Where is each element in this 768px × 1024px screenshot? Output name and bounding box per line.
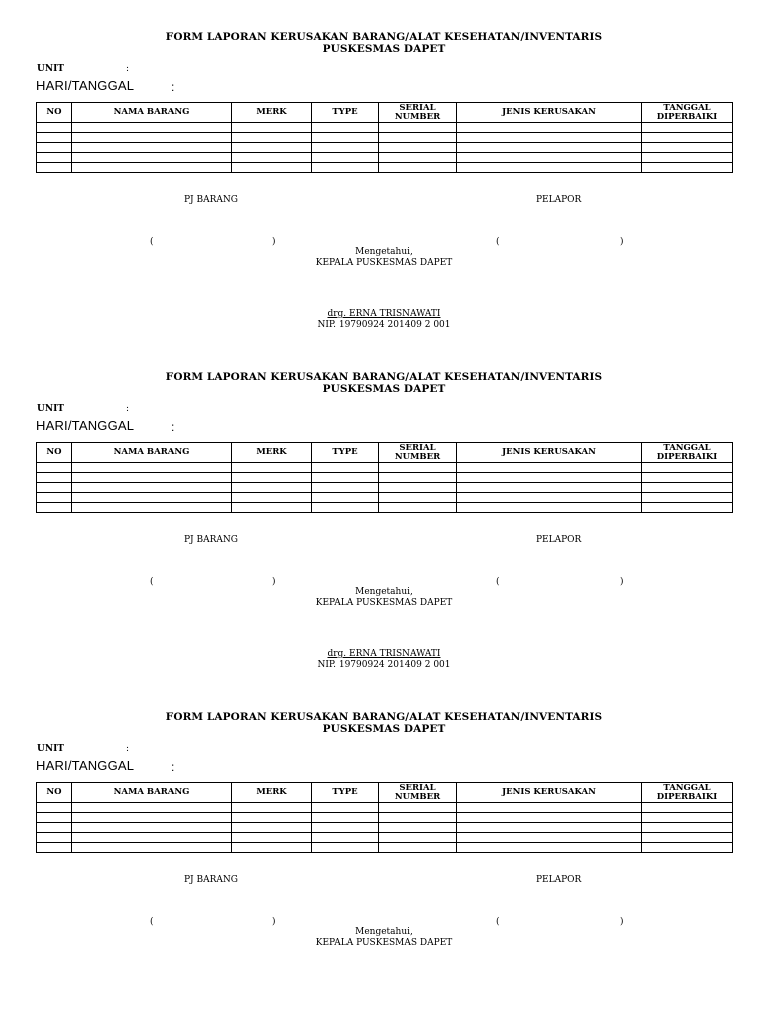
- date-colon: :: [171, 760, 175, 774]
- unit-colon: :: [126, 744, 130, 754]
- signature-paren-open: (: [496, 917, 500, 927]
- mengetahui-text: Mengetahui,: [355, 927, 413, 937]
- table-row: [37, 473, 733, 483]
- signature-paren-close: ): [620, 917, 624, 927]
- col-header-serial-number: SERIAL NUMBER: [379, 783, 457, 803]
- col-header-tanggal-diperbaiki: TANGGAL DIPERBAIKI: [642, 443, 733, 463]
- signature-paren-open: (: [150, 577, 154, 587]
- damage-report-form-3: [0, 680, 768, 1024]
- date-label: HARI/TANGGAL: [36, 78, 135, 93]
- col-header-type: TYPE: [312, 103, 379, 123]
- form-title: FORM LAPORAN KERUSAKAN BARANG/ALAT KESEHATAN/INVENTARIS: [165, 371, 603, 383]
- signature-paren-close: ): [272, 577, 276, 587]
- signature-paren-close: ): [272, 917, 276, 927]
- pelapor-label: PELAPOR: [536, 195, 582, 205]
- form-subtitle: PUSKESMAS DAPET: [322, 383, 446, 395]
- unit-label: UNIT: [37, 404, 64, 414]
- col-header-merk: MERK: [232, 783, 312, 803]
- table-header-row: [37, 783, 733, 803]
- signer-name: drg. ERNA TRISNAWATI: [327, 309, 441, 319]
- signer-nip: NIP. 19790924 201409 2 001: [317, 660, 451, 670]
- col-header-tanggal-diperbaiki: TANGGAL DIPERBAIKI: [642, 103, 733, 123]
- damage-table: [36, 442, 733, 513]
- signature-paren-open: (: [496, 237, 500, 247]
- date-colon: :: [171, 80, 175, 94]
- unit-label: UNIT: [37, 744, 64, 754]
- col-header-type: TYPE: [312, 783, 379, 803]
- unit-label: UNIT: [37, 64, 64, 74]
- damage-table: [36, 782, 733, 853]
- col-header-jenis-kerusakan: JENIS KERUSAKAN: [457, 103, 642, 123]
- date-colon: :: [171, 420, 175, 434]
- col-header-merk: MERK: [232, 103, 312, 123]
- col-header-serial-number: SERIAL NUMBER: [379, 103, 457, 123]
- table-row: [37, 463, 733, 473]
- col-header-jenis-kerusakan: JENIS KERUSAKAN: [457, 443, 642, 463]
- table-header-row: [37, 103, 733, 123]
- col-header-type: TYPE: [312, 443, 379, 463]
- table-row: [37, 803, 733, 813]
- table-row: [37, 823, 733, 833]
- table-row: [37, 133, 733, 143]
- table-row: [37, 123, 733, 133]
- table-row: [37, 153, 733, 163]
- col-header-merk: MERK: [232, 443, 312, 463]
- table-row: [37, 483, 733, 493]
- signature-paren-open: (: [150, 237, 154, 247]
- damage-report-form-2: [0, 340, 768, 680]
- table-row: [37, 493, 733, 503]
- table-row: [37, 813, 733, 823]
- form-subtitle: PUSKESMAS DAPET: [322, 43, 446, 55]
- signature-paren-open: (: [496, 577, 500, 587]
- mengetahui-text: Mengetahui,: [355, 247, 413, 257]
- damage-table: [36, 102, 733, 173]
- col-header-tanggal-diperbaiki: TANGGAL DIPERBAIKI: [642, 783, 733, 803]
- pelapor-label: PELAPOR: [536, 875, 582, 885]
- signature-paren-close: ): [272, 237, 276, 247]
- col-header-nama-barang: NAMA BARANG: [72, 103, 232, 123]
- col-header-jenis-kerusakan: JENIS KERUSAKAN: [457, 783, 642, 803]
- damage-report-form-1: [0, 0, 768, 340]
- pj-barang-label: PJ BARANG: [184, 535, 238, 545]
- signer-name: drg. ERNA TRISNAWATI: [327, 649, 441, 659]
- unit-colon: :: [126, 404, 130, 414]
- date-label: HARI/TANGGAL: [36, 418, 135, 433]
- signer-nip: NIP. 19790924 201409 2 001: [317, 320, 451, 330]
- kepala-title: KEPALA PUSKESMAS DAPET: [315, 938, 453, 948]
- col-header-nama-barang: NAMA BARANG: [72, 783, 232, 803]
- signature-paren-close: ): [620, 237, 624, 247]
- table-row: [37, 163, 733, 173]
- date-label: HARI/TANGGAL: [36, 758, 135, 773]
- pj-barang-label: PJ BARANG: [184, 195, 238, 205]
- signature-paren-open: (: [150, 917, 154, 927]
- col-header-no: NO: [37, 103, 72, 123]
- col-header-nama-barang: NAMA BARANG: [72, 443, 232, 463]
- pj-barang-label: PJ BARANG: [184, 875, 238, 885]
- kepala-title: KEPALA PUSKESMAS DAPET: [315, 258, 453, 268]
- col-header-no: NO: [37, 443, 72, 463]
- col-header-serial-number: SERIAL NUMBER: [379, 443, 457, 463]
- form-title: FORM LAPORAN KERUSAKAN BARANG/ALAT KESEHATAN/INVENTARIS: [165, 31, 603, 43]
- table-row: [37, 843, 733, 853]
- pelapor-label: PELAPOR: [536, 535, 582, 545]
- form-subtitle: PUSKESMAS DAPET: [322, 723, 446, 735]
- mengetahui-text: Mengetahui,: [355, 587, 413, 597]
- col-header-no: NO: [37, 783, 72, 803]
- kepala-title: KEPALA PUSKESMAS DAPET: [315, 598, 453, 608]
- table-row: [37, 833, 733, 843]
- unit-colon: :: [126, 64, 130, 74]
- table-row: [37, 503, 733, 513]
- table-row: [37, 143, 733, 153]
- form-title: FORM LAPORAN KERUSAKAN BARANG/ALAT KESEHATAN/INVENTARIS: [165, 711, 603, 723]
- table-header-row: [37, 443, 733, 463]
- signature-paren-close: ): [620, 577, 624, 587]
